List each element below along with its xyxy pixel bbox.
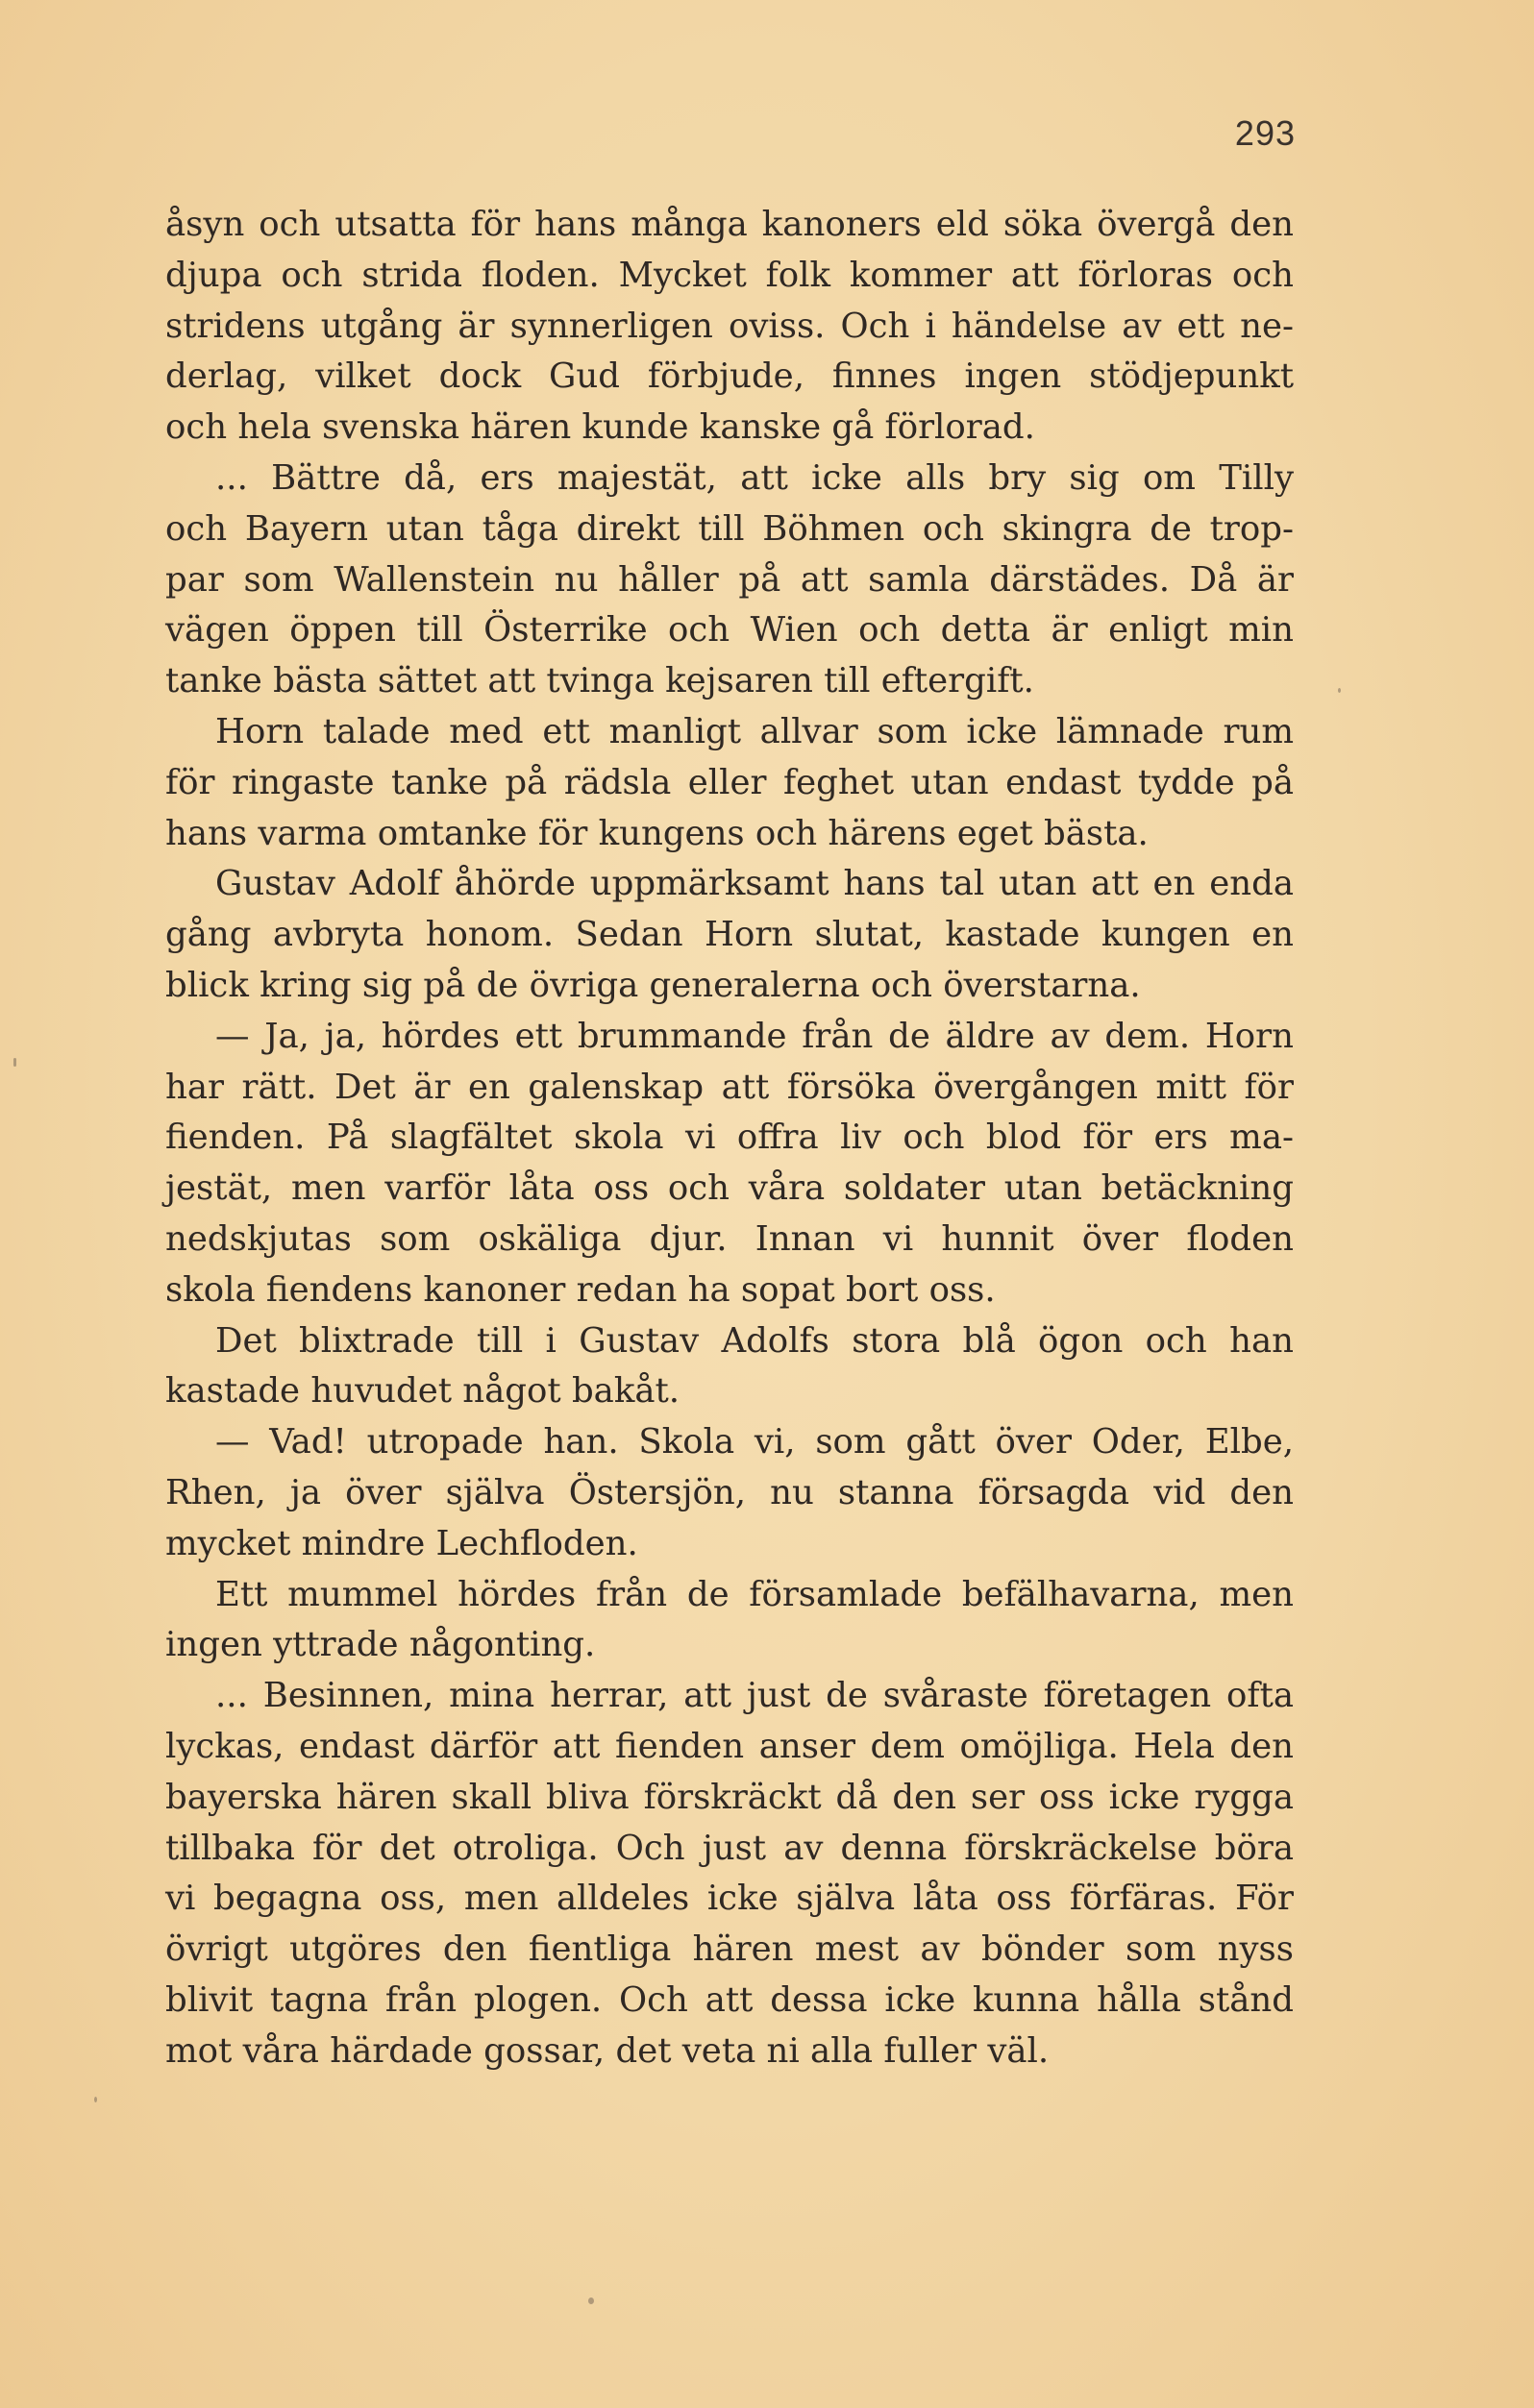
text-line: mot våra härdade gossar, det veta ni alla fuller väl. — [165, 2030, 1050, 2071]
text-line: Ett mummel hördes från de församlade befälhavarna, men — [215, 1574, 1294, 1614]
text-line: — Vad! utropade han. Skola vi, som gått över Oder, Elbe, — [215, 1422, 1294, 1462]
text-line: tillbaka för det otroliga. Och just av denna förskräckelse böra — [165, 1828, 1294, 1868]
text-line: vägen öppen till Österrike och Wien och detta är enligt min — [165, 610, 1294, 651]
text-line: derlag, vilket dock Gud förbjude, finnes ingen stödjepunkt — [165, 356, 1294, 397]
page-number: 293 — [1234, 113, 1296, 153]
text-line: ... Besinnen, mina herrar, att just de svåraste företagen ofta — [215, 1676, 1294, 1716]
text-line: blick kring sig på de övriga generalerna och överstarna. — [165, 965, 1141, 1005]
text-line: ingen yttrade någonting. — [165, 1625, 596, 1665]
text-line: nedskjutas som oskäliga djur. Innan vi hunnit över floden — [165, 1218, 1294, 1259]
text-line: lyckas, endast därför att fienden anser dem omöjliga. Hela den — [165, 1726, 1294, 1766]
text-line: vi begagna oss, men alldeles icke själva låta oss förfäras. För — [165, 1879, 1294, 1919]
text-line: bayerska hären skall bliva förskräckt då den ser oss icke rygga — [165, 1777, 1294, 1817]
text-line: Horn talade med ett manligt allvar som icke lämnade rum — [215, 711, 1294, 751]
paper-speck — [1338, 688, 1341, 693]
text-line: par som Wallenstein nu håller på att samla därstädes. Då är — [165, 559, 1294, 600]
text-line: tanke bästa sättet att tvinga kejsaren till eftergift. — [165, 661, 1034, 701]
text-line: blivit tagna från plogen. Och att dessa icke kunna hålla stånd — [165, 1979, 1294, 2020]
text-line: Det blixtrade till i Gustav Adolfs stora blå ögon och han — [215, 1320, 1294, 1361]
paper-speck — [94, 2097, 97, 2102]
text-line: mycket mindre Lechfloden. — [165, 1523, 638, 1563]
text-line: och hela svenska hären kunde kanske gå förlorad. — [165, 407, 1035, 448]
text-line: skola fiendens kanoner redan ha sopat bort oss. — [165, 1269, 996, 1310]
text-line: djupa och strida floden. Mycket folk kommer att förloras och — [165, 255, 1294, 295]
body-text — [165, 200, 1294, 2076]
paper-speck — [13, 1058, 16, 1067]
paper-speck — [588, 2297, 594, 2304]
text-line: — Ja, ja, hördes ett brummande från de äldre av dem. Horn — [215, 1016, 1294, 1056]
text-line: gång avbryta honom. Sedan Horn slutat, kastade kungen en — [165, 915, 1294, 955]
text-line: åsyn och utsatta för hans många kanoners eld söka övergå den — [165, 205, 1294, 244]
text-line: för ringaste tanke på rädsla eller feghet utan endast tydde på — [165, 762, 1294, 802]
text-line: övrigt utgöres den fientliga hären mest av bönder som nyss — [165, 1929, 1294, 1970]
text-line: hans varma omtanke för kungens och härens eget bästa. — [165, 813, 1149, 853]
text-line: jestät, men varför låta oss och våra soldater utan betäckning — [165, 1168, 1294, 1209]
text-line: Gustav Adolf åhörde uppmärksamt hans tal utan att en enda — [215, 864, 1294, 904]
text-line: har rätt. Det är en galenskap att försöka övergången mitt för — [165, 1067, 1294, 1107]
text-line: och Bayern utan tåga direkt till Böhmen och skingra de trop- — [165, 508, 1294, 549]
text-line: fienden. På slagfältet skola vi offra liv och blod för ers ma- — [165, 1118, 1294, 1158]
text-line: Rhen, ja över själva Östersjön, nu stanna försagda vid den — [165, 1472, 1294, 1512]
text-line: stridens utgång är synnerligen oviss. Och i händelse av ett ne- — [165, 306, 1294, 346]
text-line: ... Bättre då, ers majestät, att icke alls bry sig om Tilly — [215, 457, 1294, 498]
text-line: kastade huvudet något bakåt. — [165, 1371, 680, 1412]
